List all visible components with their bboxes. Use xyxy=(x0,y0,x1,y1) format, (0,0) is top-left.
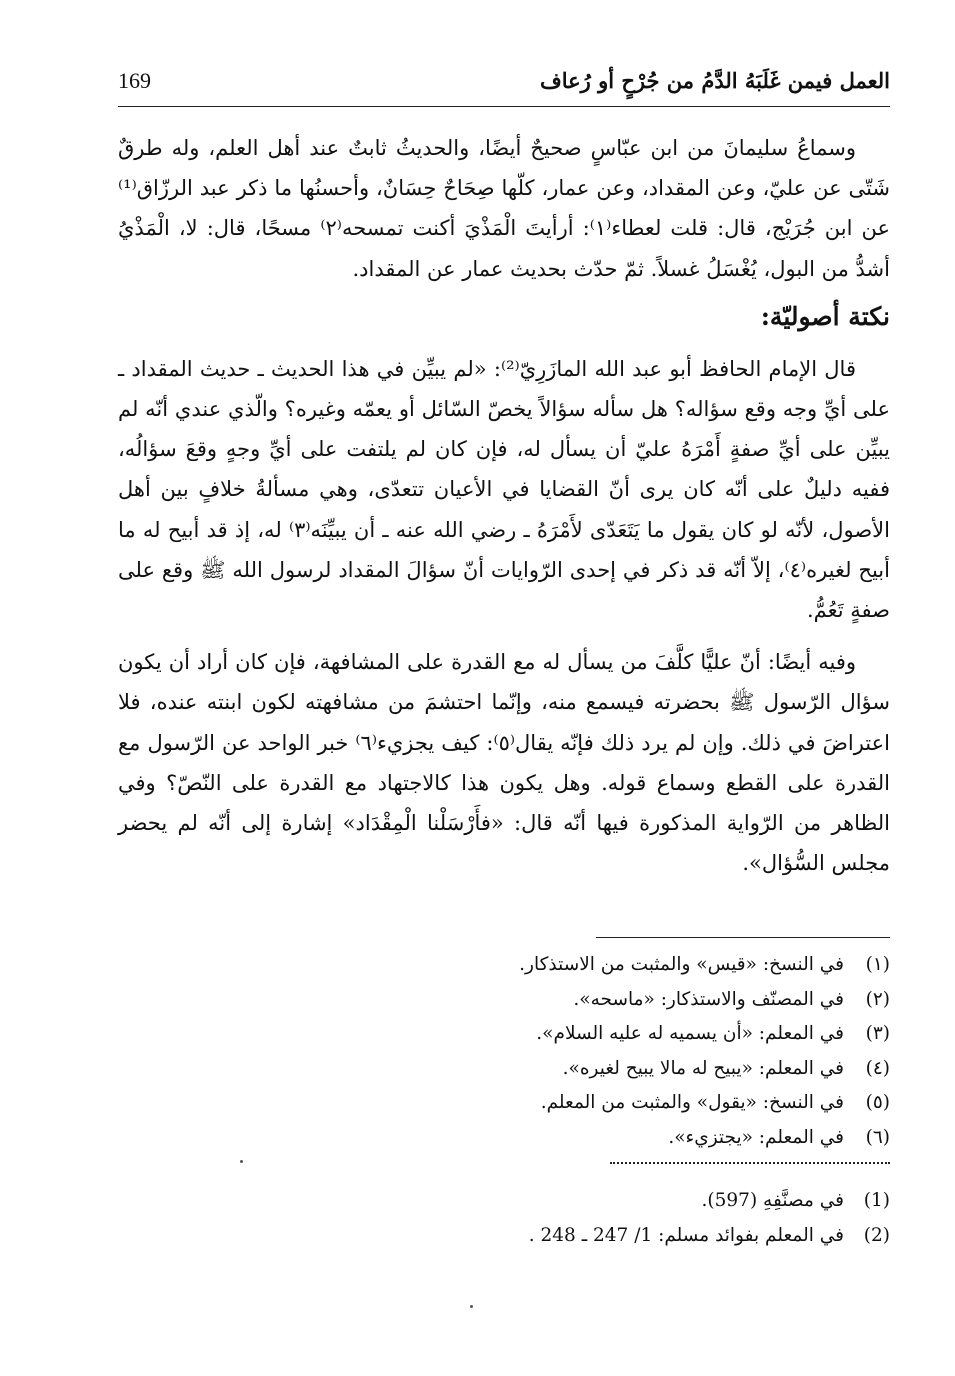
editor-note-text: في مصنَّفِهِ (597). xyxy=(701,1190,844,1211)
footnote-text: في المعلم: «يجتزيء». xyxy=(668,1126,844,1148)
footnote xyxy=(118,983,890,1018)
editor-notes xyxy=(118,1184,890,1253)
footnote xyxy=(118,948,890,983)
footnote-text: في النسخ: «قيس» والمثبت من الاستذكار. xyxy=(519,954,844,975)
footnote-number: (٤) xyxy=(865,1057,890,1079)
footnote-text: في المعلم: «أن يسميه له عليه السلام». xyxy=(536,1023,844,1044)
paragraph-1: وسماعُ سليمانَ من ابن عبّاسٍ صحيحٌ أيضًا، والحديثُ ثابتٌ عند أهل العلم، وله طرقٌ شَتّى عن عليّ، وعن المقداد، وعن عمار، كلّها صِحَاحٌ حِسَانٌ، وأحسنُها ما ذكر عبد الرزّاق⁽¹⁾ عن ابن جُرَيْج، قال: قلت لعطاء⁽١⁾: أرأيتَ الْمَذْيَ أكنت تمسحه⁽٢⁾ مسحًا، قال: لا، الْمَذْيُ أشدُّ من البول، يُغْسَلُ غسلاً. ثمّ حدّث بحديث عمار عن المقداد. xyxy=(118,136,890,281)
footnote xyxy=(118,1086,890,1121)
editor-note xyxy=(118,1219,890,1254)
scan-speck xyxy=(240,1160,243,1163)
footnote xyxy=(118,1017,890,1052)
main-text xyxy=(118,128,890,883)
page-header xyxy=(118,68,890,104)
page-number: 169 xyxy=(118,68,151,93)
footnote xyxy=(118,1121,890,1156)
footnote xyxy=(118,1052,890,1087)
footnote-rule xyxy=(596,937,890,938)
footnote-number: (٣) xyxy=(865,1023,890,1044)
editor-note-number: (2) xyxy=(863,1224,890,1246)
footnotes xyxy=(118,948,890,1155)
editor-note xyxy=(118,1184,890,1219)
editor-note-number: (1) xyxy=(863,1190,890,1211)
header-rule xyxy=(118,106,890,107)
paragraph-3: وفيه أيضًا: أنّ عليًّا كلَّفَ من يسأل له مع القدرة على المشافهة، فإن كان أراد أن يكون سؤال الرّسول ﷺ بحضرته فيسمع منه، وإنّما احتشمَ من مشافهته لكون ابنته عنده، فلا اعتراضَ في ذلك. وإن لم يرد ذلك فإنّه يقال⁽٥⁾: كيف يجزيء⁽٦⁾ خبر الواحد عن الرّسول مع القدرة على القطع وسماع قوله. وهل يكون هذا كالاجتهاد مع القدرة على النّصّ؟ وفي الظاهر من الرّواية المذكورة فيها أنّه قال: «فأَرْسَلْنا الْمِقْدَاد» إشارة إلى أنّه لم يحضر مجلس السُّؤال». xyxy=(118,650,891,876)
footnote-number: (٥) xyxy=(865,1092,890,1113)
section-title: نكتة أصوليّة: xyxy=(760,301,890,331)
footnote-number: (٢) xyxy=(865,988,890,1010)
running-title: العمل فيمن غَلَبَهُ الدَّمُ من جُرْحٍ أو رُعاف xyxy=(539,68,890,93)
footnote-text: في المصنّف والاستذكار: «ماسحه». xyxy=(573,988,844,1010)
dotted-separator xyxy=(610,1162,890,1164)
paragraph-gap xyxy=(118,630,890,642)
footnote-number: (١) xyxy=(865,954,890,975)
footnote-number: (٦) xyxy=(865,1126,890,1148)
paragraph-2: قال الإمام الحافظ أبو عبد الله المازَرِيّ⁽²⁾: «لم يبيِّن في هذا الحديث ـ حديث المقداد ـ على أيِّ وجه وقع سؤاله؟ هل سأله سؤالاً يخصّ السّائل أو يعمّه وغيره؟ والّذي عندي أنّه لم يبيِّن على أيِّ صفةٍ أَمْرَهُ عليّ أن يسأل له، فإن كان لم يلتفت على أيِّ وجهٍ وقعَ سؤالُه، ففيه دليلٌ على أنّه كان يرى أنّ القضايا في الأعيان تتعدّى، وهي مسألةُ خلافٍ بين أهل الأصول، لأنّه لو كان يقول ما يَتَعَدّى لأَمْرَهُ ـ رضي الله عنه ـ أن يبيِّنَه⁽٣⁾ له، إذ قد أبيح له ما أبيح لغيره⁽٤⁾، إلاّ أنّه قد ذكر في إحدى الرّوايات أنّ سؤالَ المقداد لرسول الله ﷺ وقع على صفةٍ تَعُمُّ. xyxy=(118,356,890,623)
footnote-text: في المعلم: «يبيح له مالا يبيح لغيره». xyxy=(562,1057,844,1079)
editor-note-text: في المعلم بفوائد مسلم: 1/ 247 ـ 248 . xyxy=(528,1224,844,1246)
footnote-text: في النسخ: «يقول» والمثبت من المعلم. xyxy=(540,1092,844,1113)
scan-speck xyxy=(470,1305,473,1308)
